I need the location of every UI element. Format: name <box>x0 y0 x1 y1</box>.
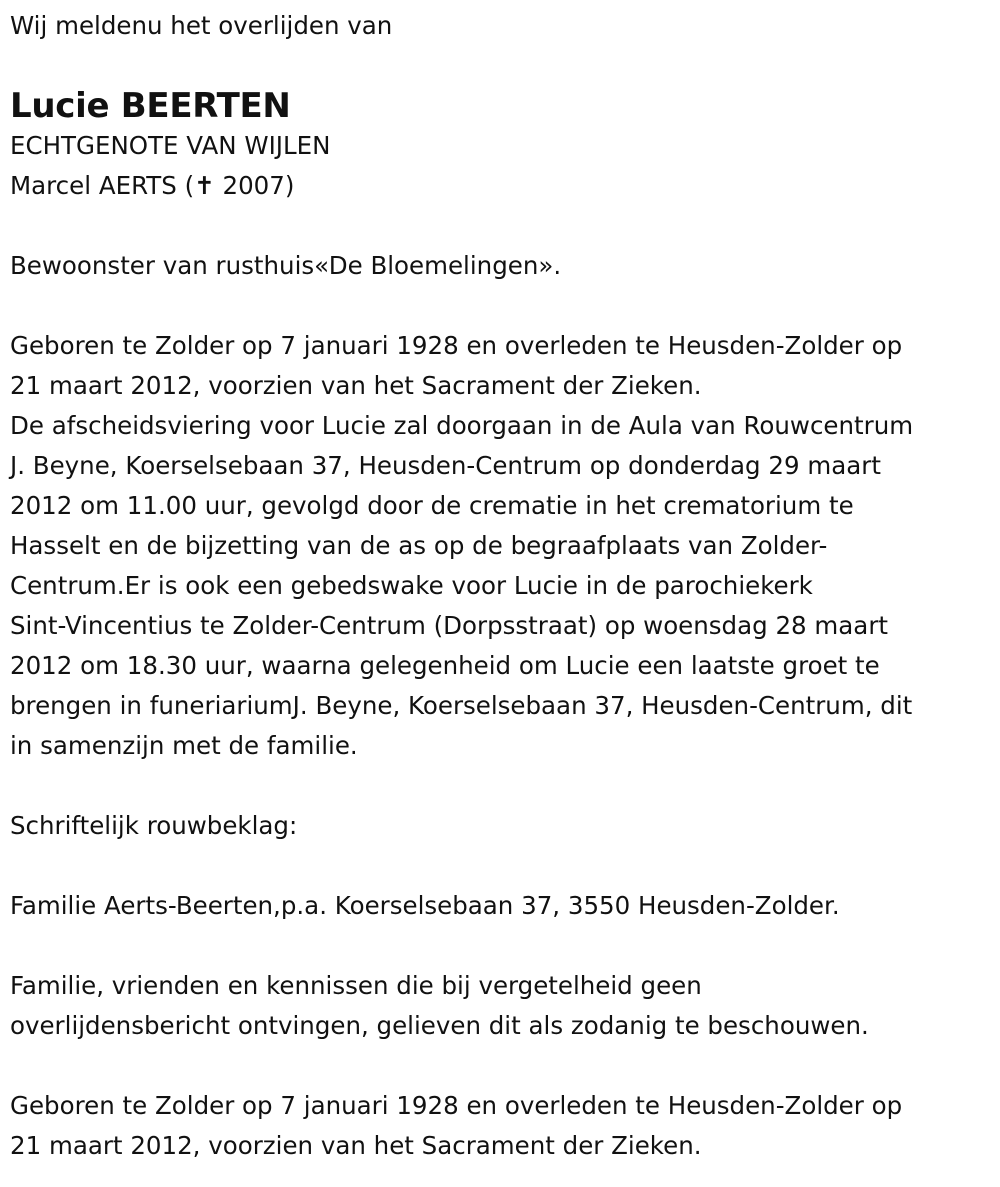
paragraph-line: De afscheidsviering voor Lucie zal doorgaan in de Aula van Rouwcentrum <box>10 411 914 440</box>
relation-text: ECHTGENOTE VAN WIJLEN <box>10 131 331 160</box>
paragraph-line: Hasselt en de bijzetting van de as op de begraafplaats van Zolder- <box>10 531 828 560</box>
closing-line: 21 maart 2012, voorzien van het Sacrament der Zieken. <box>10 1131 702 1160</box>
residence-text: Bewoonster van rusthuis«De Bloemelingen». <box>10 251 562 280</box>
spacer <box>10 846 995 886</box>
paragraph-line: in samenzijn met de familie. <box>10 731 358 760</box>
paragraph-line: Geboren te Zolder op 7 januari 1928 en overleden te Heusden-Zolder op <box>10 331 903 360</box>
spouse-death-year: 2007) <box>214 171 295 200</box>
spacer <box>10 766 995 806</box>
paragraph-line: Centrum.Er is ook een gebedswake voor Lucie in de parochiekerk <box>10 571 813 600</box>
condolence-address: Familie Aerts-Beerten,p.a. Koerselsebaan 37, 3550 Heusden-Zolder. <box>10 891 840 920</box>
spacer <box>10 1046 995 1086</box>
spacer <box>10 286 995 326</box>
condolence-heading: Schriftelijk rouwbeklag: <box>10 811 298 840</box>
main-paragraph <box>10 326 995 766</box>
spouse-name: Marcel AERTS ( <box>10 171 195 200</box>
spacer <box>10 206 995 246</box>
spacer <box>10 926 995 966</box>
notice-line: Familie, vrienden en kennissen die bij vergetelheid geen <box>10 971 702 1000</box>
paragraph-line: 21 maart 2012, voorzien van het Sacrament der Zieken. <box>10 371 702 400</box>
closing-paragraph <box>10 1086 995 1166</box>
obituary-document <box>10 6 995 1166</box>
deceased-name: Lucie BEERTEN <box>10 86 291 126</box>
paragraph-line: 2012 om 18.30 uur, waarna gelegenheid om Lucie een laatste groet te <box>10 651 880 680</box>
spacer <box>10 46 995 86</box>
notice-paragraph <box>10 966 995 1046</box>
paragraph-line: 2012 om 11.00 uur, gevolgd door de crematie in het crematorium te <box>10 491 854 520</box>
notice-line: overlijdensbericht ontvingen, gelieven dit als zodanig te beschouwen. <box>10 1011 869 1040</box>
intro-text: Wij meldenu het overlijden van <box>10 11 393 40</box>
closing-line: Geboren te Zolder op 7 januari 1928 en overleden te Heusden-Zolder op <box>10 1091 903 1120</box>
paragraph-line: Sint-Vincentius te Zolder-Centrum (Dorpsstraat) op woensdag 28 maart <box>10 611 888 640</box>
cross-icon: ✝ <box>194 171 215 200</box>
paragraph-line: J. Beyne, Koerselsebaan 37, Heusden-Centrum op donderdag 29 maart <box>10 451 881 480</box>
spouse-line <box>10 166 995 206</box>
paragraph-line: brengen in funeriariumJ. Beyne, Koerselsebaan 37, Heusden-Centrum, dit <box>10 691 913 720</box>
